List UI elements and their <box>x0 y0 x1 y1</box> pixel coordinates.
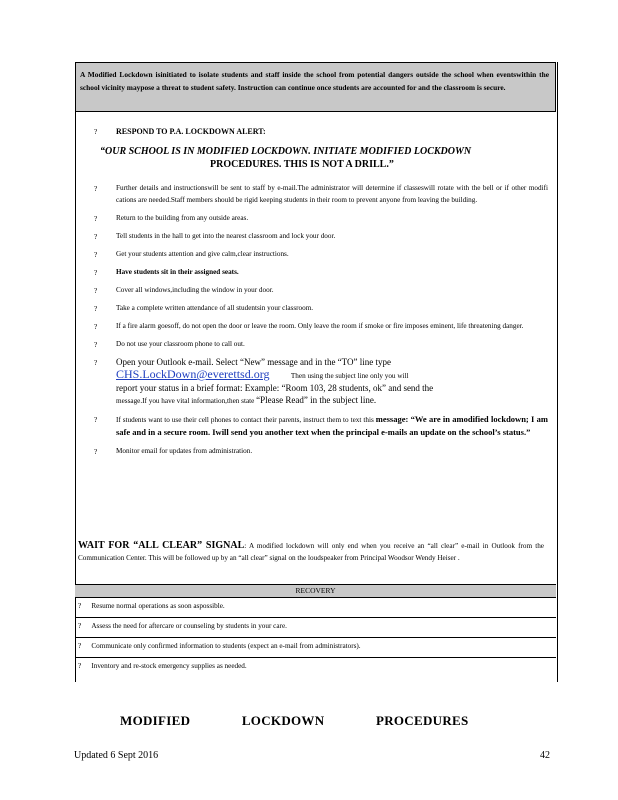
page-number: 42 <box>540 750 550 761</box>
footer-title: MODIFIED LOCKDOWN PROCEDURES <box>120 713 469 728</box>
bullet-glyph: ? <box>78 661 82 670</box>
cellphone-text-1: If students want to use their cell phones to contact their parents, instruct them to text this <box>116 416 374 424</box>
lockdown-email-link[interactable]: CHS.LockDown@everettsd.org <box>116 367 270 381</box>
all-clear-text: : A modified lockdown will only end when you receive an “all clear” e-mail in Outlook from the Communication Center. This will be followed up by an “all clear” signal on the loudspeaker from Principal Woodsor Wendy Heiser . <box>78 542 544 562</box>
recovery-text: Assess the need for aftercare or counseling by students in your care. <box>91 622 287 630</box>
intro-box: A Modified Lockdown isinitiated to isolate students and staff inside the school from potential dangers outside the school when eventswithin the school vicinity maypose a threat to student safety. Instruction can continue once students are accounted for and the classroom is secure. <box>75 62 556 112</box>
item-text: Take a complete written attendance of all studentsin your classroom. <box>116 303 314 312</box>
bullet-glyph: ? <box>94 184 98 193</box>
bullet-glyph: ? <box>94 249 98 259</box>
bullet-glyph: ? <box>94 267 98 277</box>
outlook-text-1: Open your Outlook e-mail. Select “New” message and in the “TO” line type <box>116 356 391 367</box>
bullet-glyph: ? <box>94 357 98 367</box>
bullet-glyph: ? <box>94 339 98 349</box>
item-text: Have students sit in their assigned seats. <box>116 267 239 276</box>
list-item <box>78 446 548 458</box>
item-text: Monitor email for updates from administration. <box>116 446 253 455</box>
announcement-line-2: PROCEDURES. THIS IS NOT A DRILL.” <box>210 159 394 170</box>
bullet-glyph: ? <box>94 213 98 223</box>
item-text: Tell students in the hall to get into the nearest classroom and lock your door. <box>116 231 336 240</box>
recovery-text: Inventory and re-stock emergency supplies as needed. <box>91 662 247 670</box>
recovery-row <box>75 598 556 618</box>
recovery-text: Resume normal operations as soon aspossible. <box>91 602 225 610</box>
bullet-glyph: ? <box>94 127 98 136</box>
instructions-section <box>78 126 548 464</box>
cellphone-instruction-item <box>78 414 548 439</box>
list-item <box>78 213 548 225</box>
bullet-glyph: ? <box>78 621 82 630</box>
outlook-text-2: Then using the subject line only you will <box>290 372 409 380</box>
list-item <box>78 303 548 315</box>
respond-heading-item <box>78 126 548 139</box>
item-text: If a fire alarm goesoff, do not open the door or leave the room. Only leave the room if smoke or fire imposes eminent, life threatening danger. <box>116 321 524 330</box>
bullet-glyph: ? <box>94 303 98 313</box>
bullet-glyph: ? <box>94 446 98 456</box>
bullet-glyph: ? <box>78 601 82 610</box>
bullet-glyph: ? <box>94 231 98 241</box>
list-item <box>78 267 548 279</box>
recovery-text: Communicate only confirmed information to students (expect an e-mail from administrators). <box>91 642 361 650</box>
bullet-glyph: ? <box>78 641 82 650</box>
list-item <box>78 285 548 297</box>
cellphone-text-2: message: “We are in amodified lockdown; I am safe and in a secure room. Iwill send you another text when the principal e-mails an update on the school’s status.” <box>116 414 548 437</box>
all-clear-heading: WAIT FOR “ALL CLEAR” SIGNAL <box>78 540 245 551</box>
bullet-glyph: ? <box>94 321 98 331</box>
list-item <box>78 339 548 351</box>
recovery-row <box>75 658 556 678</box>
list-item <box>78 183 548 206</box>
bullet-glyph: ? <box>94 415 98 424</box>
lockdown-announcement <box>78 145 548 171</box>
respond-heading: RESPOND TO P.A. LOCKDOWN ALERT: <box>116 127 266 136</box>
announcement-line-1: “OUR SCHOOL IS IN MODIFIED LOCKDOWN. INITIATE MODIFIED LOCKDOWN <box>100 146 472 157</box>
recovery-row <box>75 638 556 658</box>
all-clear-section <box>78 540 544 564</box>
outlook-text-5: “Please Read” in the subject line. <box>256 395 377 405</box>
outlook-text-4: message.If you have vital information,then state <box>116 397 255 405</box>
item-text: Get your students attention and give calm,clear instructions. <box>116 249 289 258</box>
outlook-text-3: report your status in a brief format: Example: “Room 103, 28 students, ok” and send the <box>116 382 434 393</box>
item-text: Return to the building from any outside areas. <box>116 213 249 222</box>
updated-date: Updated 6 Sept 2016 <box>74 750 159 761</box>
recovery-row <box>75 618 556 638</box>
item-text: Further details and instructionswill be sent to staff by e-mail.The administrator will determine if classeswill rotate with the bell or if other modifi cations are needed.Staff members should be rigid keeping students in their room to prevent anyone from leaving the building. <box>116 184 548 204</box>
outlook-instruction-item <box>78 357 548 408</box>
item-text: Do not use your classroom phone to call out. <box>116 339 245 348</box>
list-item <box>78 231 548 243</box>
item-text: Cover all windows,including the window in your door. <box>116 285 274 294</box>
list-item <box>78 321 548 333</box>
list-item <box>78 249 548 261</box>
recovery-header: RECOVERY <box>75 584 556 598</box>
bullet-glyph: ? <box>94 285 98 295</box>
